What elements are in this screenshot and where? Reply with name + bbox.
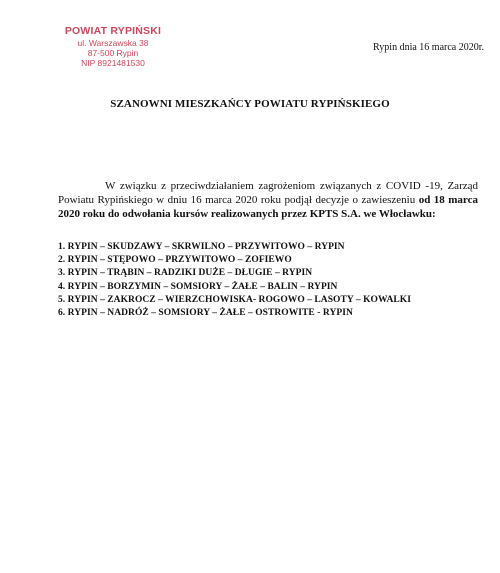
route-item: 4. RYPIN – BORZYMIN – SOMSIORY – ŻAŁE – BALIN – RYPIN <box>58 281 338 292</box>
route-item: 3. RYPIN – TRĄBIN – RADZIKI DUŻE – DŁUGIE – RYPIN <box>58 268 313 279</box>
document-heading: SZANOWNI MIESZKAŃCY POWIATU RYPIŃSKIEGO <box>110 98 390 110</box>
route-item: 2. RYPIN – STĘPOWO – PRZYWITOWO – ZOFIEWO <box>58 255 292 266</box>
office-stamp <box>58 26 168 68</box>
route-item: 6. RYPIN – NADRÓŻ – SOMSIORY – ŻAŁE – OSTROWITE - RYPIN <box>58 308 353 319</box>
route-item: 5. RYPIN – ZAKROCZ – WIERZCHOWISKA- ROGOWO – LASOTY – KOWALKI <box>58 294 411 305</box>
intro-bold-text: od 18 marca 2020 roku do odwołania kursów realizowanych przez KPTS S.A. we Włocławku: <box>58 194 478 220</box>
intro-text: W związku z przeciwdziałaniem zagrożeniom związanych z COVID -19, Zarząd Powiatu Rypińskiego w dniu 16 marca 2020 roku podjął decyzje o zawieszeniu <box>58 180 478 206</box>
route-list <box>58 241 411 320</box>
stamp-nip: NIP 8921481530 <box>81 58 145 68</box>
document-date: Rypin dnia 16 marca 2020r. <box>373 42 484 53</box>
stamp-postal: 87-500 Rypin <box>87 48 139 58</box>
intro-paragraph <box>58 179 478 221</box>
stamp-organization: POWIAT RYPIŃSKI <box>64 25 162 37</box>
stamp-address: ul. Warszawska 38 <box>77 38 149 48</box>
route-item: 1. RYPIN – SKUDZAWY – SKRWILNO – PRZYWITOWO – RYPIN <box>58 242 345 252</box>
